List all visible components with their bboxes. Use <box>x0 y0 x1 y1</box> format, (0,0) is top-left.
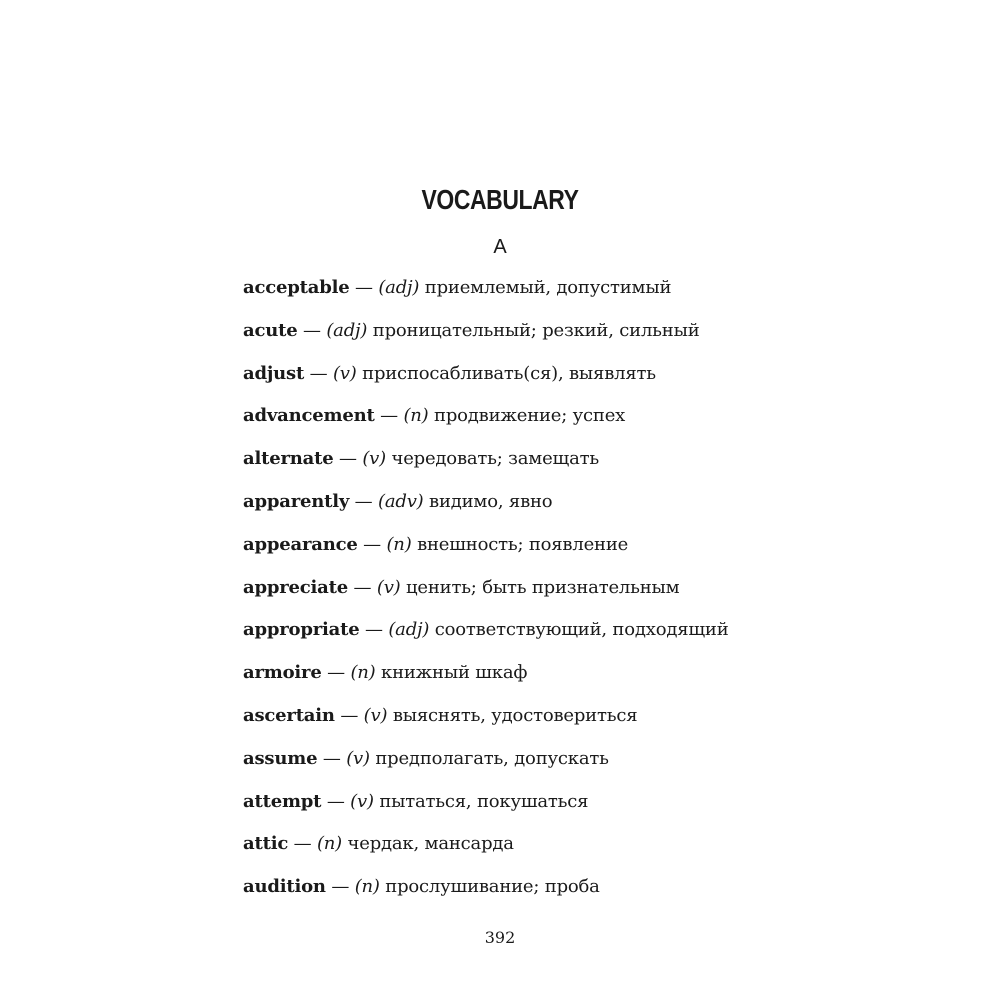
vocabulary-list <box>243 274 843 916</box>
vocabulary-entry <box>243 317 843 360</box>
entry-word: appropriate <box>243 619 360 641</box>
entry-part-of-speech: (n) <box>316 833 343 855</box>
entry-word: acceptable <box>243 277 350 298</box>
entry-definition: чередовать; замещать <box>391 448 599 470</box>
entry-definition: прослушивание; проба <box>385 876 600 898</box>
entry-definition: продвижение; успех <box>434 405 626 427</box>
entry-part-of-speech: (v) <box>350 790 374 812</box>
entry-dash: — <box>363 533 381 555</box>
entry-definition: книжный шкаф <box>381 662 528 684</box>
entry-part-of-speech: (adv) <box>378 490 424 512</box>
entry-word: assume <box>243 747 318 769</box>
entry-part-of-speech: (v) <box>363 704 388 726</box>
vocabulary-entry <box>243 830 843 873</box>
entry-word: appreciate <box>243 576 348 598</box>
vocabulary-entry <box>243 574 843 617</box>
entry-word: audition <box>243 876 326 898</box>
entry-dash: — <box>326 790 345 812</box>
entry-part-of-speech: (n) <box>386 533 412 555</box>
entry-dash: — <box>353 576 372 598</box>
entry-definition: проницательный; резкий, сильный <box>372 319 700 341</box>
vocabulary-entry <box>243 531 843 574</box>
vocabulary-entry <box>243 788 843 831</box>
entry-dash: — <box>322 747 341 769</box>
entry-word: adjust <box>243 362 305 384</box>
entry-part-of-speech: (adj) <box>388 619 430 641</box>
entry-dash: — <box>331 876 350 898</box>
vocabulary-entry <box>243 445 843 488</box>
entry-definition: пытаться, покушаться <box>379 790 589 812</box>
entry-part-of-speech: (adj) <box>378 277 420 298</box>
entry-word: attempt <box>243 790 322 812</box>
entry-word: attic <box>243 833 289 855</box>
entry-dash: — <box>355 277 373 298</box>
entry-word: alternate <box>243 448 334 470</box>
vocabulary-entry <box>243 616 843 659</box>
vocabulary-entry <box>243 488 843 531</box>
vocabulary-entry <box>243 360 843 403</box>
section-letter: A <box>493 236 507 258</box>
entry-definition: соответствующий, подходящий <box>434 619 729 641</box>
entry-definition: внешность; появление <box>417 533 629 555</box>
entry-part-of-speech: (n) <box>354 876 380 898</box>
entry-dash: — <box>365 619 383 641</box>
entry-part-of-speech: (v) <box>376 576 401 598</box>
entry-word: ascertain <box>243 704 335 726</box>
entry-definition: выяснять, удостовериться <box>392 704 638 726</box>
entry-definition: видимо, явно <box>429 490 553 512</box>
entry-definition: приспосабливать(ся), выявлять <box>362 362 656 384</box>
entry-part-of-speech: (v) <box>346 747 370 769</box>
vocabulary-entry <box>243 745 843 788</box>
entry-dash: — <box>309 362 328 384</box>
page-number: 392 <box>484 928 516 947</box>
entry-word: apparently <box>243 490 350 512</box>
entry-definition: ценить; быть признательным <box>406 576 680 598</box>
vocabulary-entry <box>243 702 843 745</box>
entry-word: appearance <box>243 533 358 555</box>
entry-part-of-speech: (n) <box>403 405 429 427</box>
entry-word: acute <box>243 319 298 341</box>
entry-definition: предполагать, допускать <box>375 747 609 769</box>
entry-definition: чердак, мансарда <box>347 833 514 855</box>
entry-word: advancement <box>243 405 375 427</box>
entry-dash: — <box>380 405 398 427</box>
entry-part-of-speech: (v) <box>362 448 386 470</box>
entry-dash: — <box>340 704 359 726</box>
entry-dash: — <box>293 833 312 855</box>
vocabulary-entry <box>243 659 843 702</box>
page-title: VOCABULARY <box>421 184 579 215</box>
entry-word: armoire <box>243 662 322 684</box>
entry-dash: — <box>354 490 373 512</box>
entry-dash: — <box>327 662 345 684</box>
entry-dash: — <box>339 448 357 470</box>
vocabulary-entry <box>243 402 843 445</box>
entry-part-of-speech: (adj) <box>326 319 368 341</box>
entry-definition: приемлемый, допустимый <box>424 277 672 298</box>
entry-dash: — <box>303 319 321 341</box>
vocabulary-entry <box>243 274 843 317</box>
entry-part-of-speech: (n) <box>350 662 376 684</box>
vocabulary-entry <box>243 873 843 916</box>
entry-part-of-speech: (v) <box>332 362 357 384</box>
